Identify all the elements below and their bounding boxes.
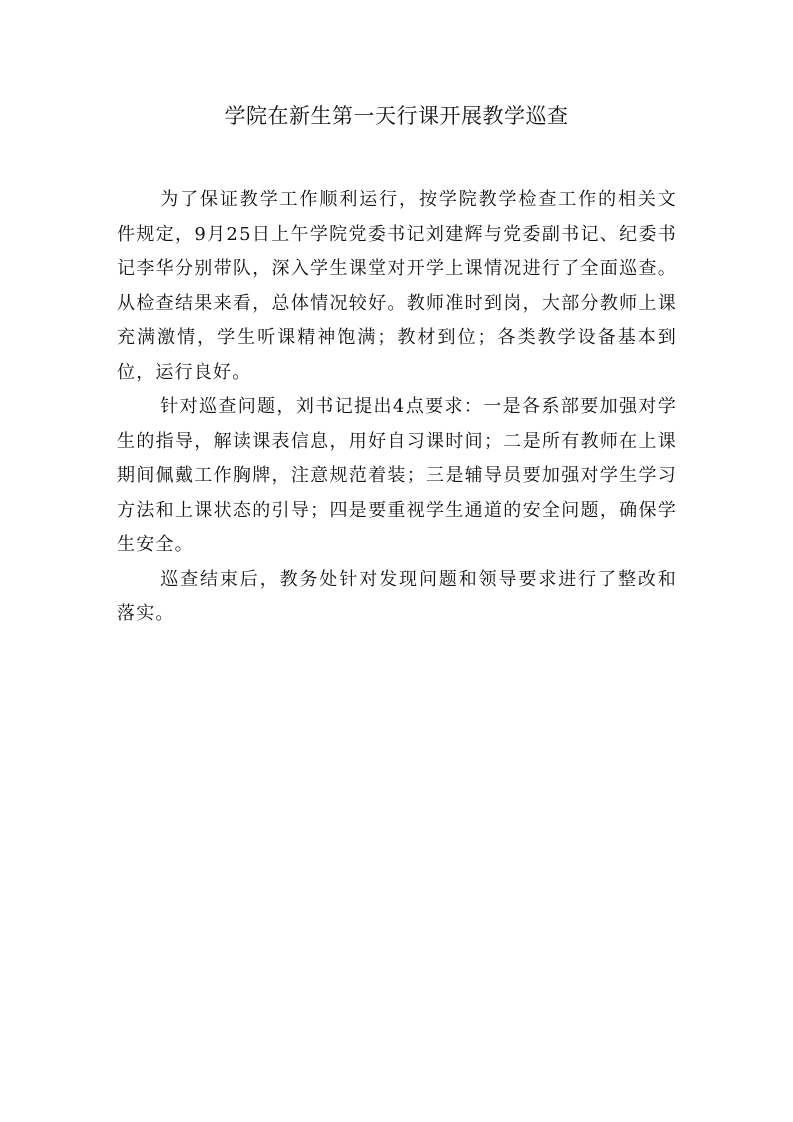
document-title: 学院在新生第一天行课开展教学巡查 <box>224 104 569 128</box>
document-body <box>117 183 677 632</box>
paragraph-requirements: 针对巡查问题，刘书记提出4点要求：一是各系部要加强对学生的指导，解读课表信息，用好自习课时间；二是所有教师在上课期间佩戴工作胸牌，注意规范着装；三是辅导员要加强对学生学习方法和上课状态的引导；四是要重视学生通道的安全问题，确保学生安全。 <box>117 396 677 555</box>
paragraph-followup: 巡查结束后，教务处针对发现问题和领导要求进行了整改和落实。 <box>117 568 677 624</box>
paragraph-inspection-overview: 为了保证教学工作顺利运行，按学院教学检查工作的相关文件规定，9月25日上午学院党委书记刘建辉与党委副书记、纪委书记李华分别带队，深入学生课堂对开学上课情况进行了全面巡查。从检查结果来看，总体情况较好。教师准时到岗，大部分教师上课充满激情，学生听课精神饱满；教材到位；各类教学设备基本到位，运行良好。 <box>117 189 677 383</box>
